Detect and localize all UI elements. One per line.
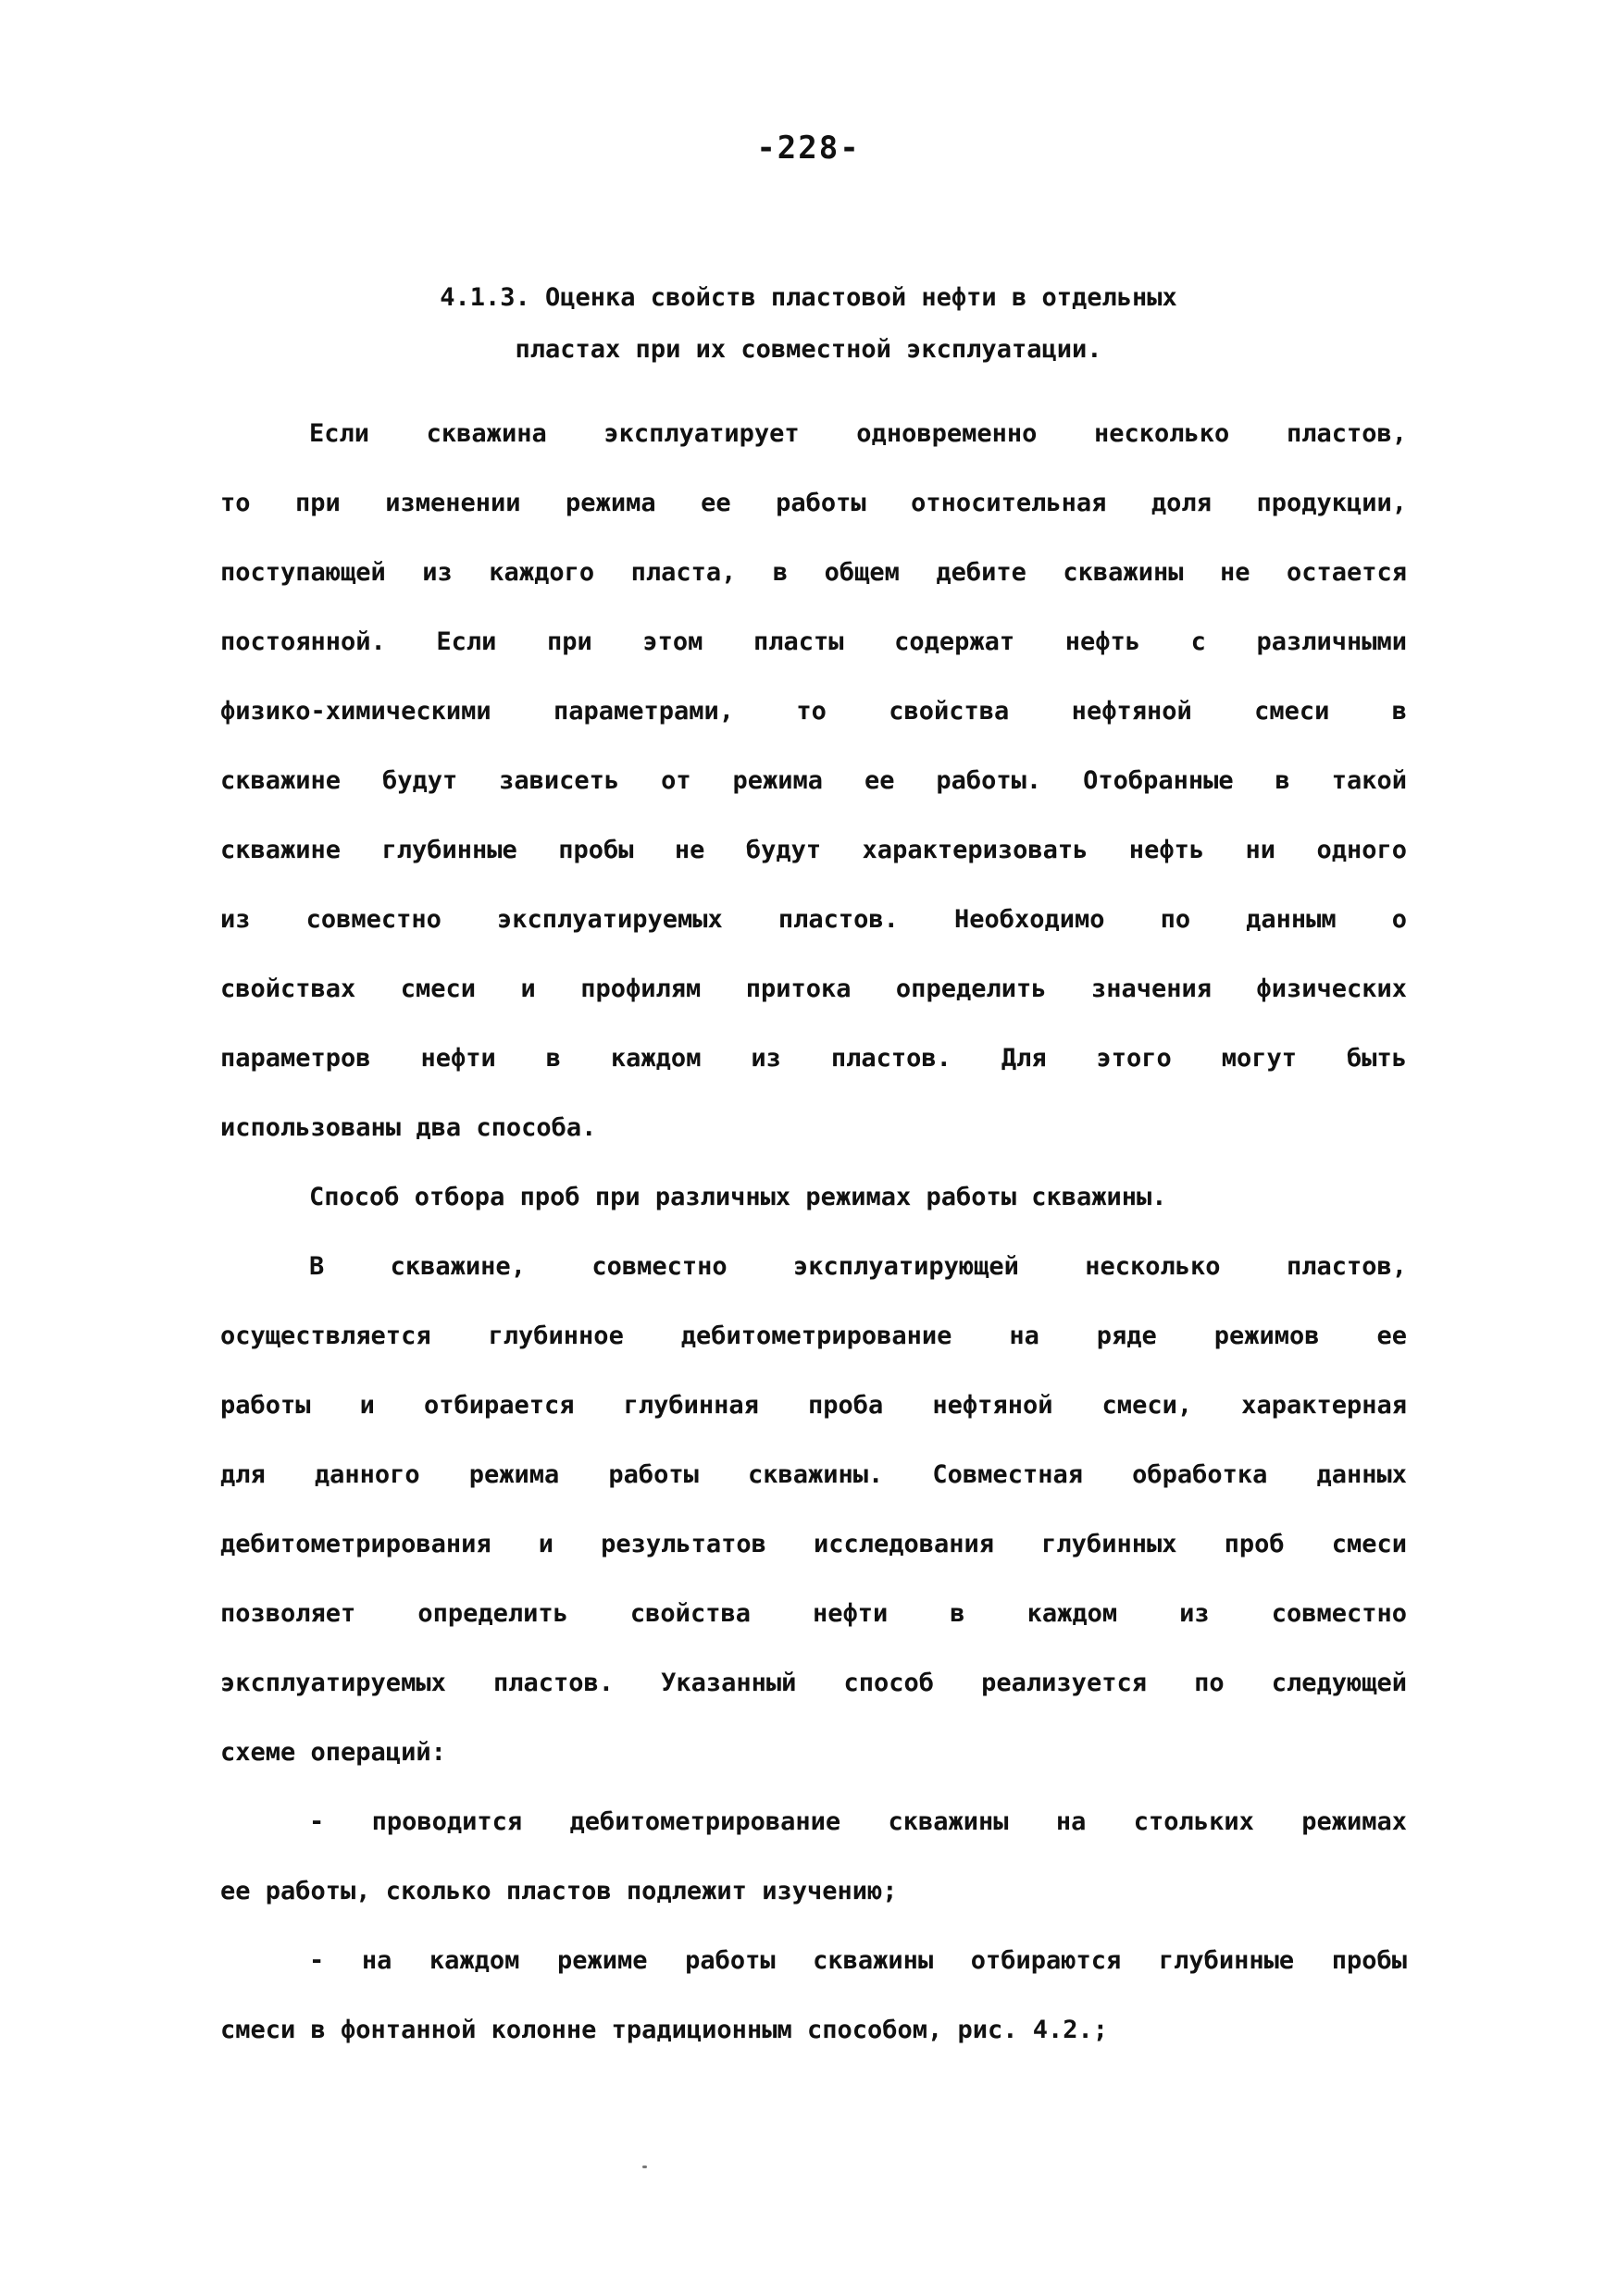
body-line: из совместно эксплуатируемых пластов. Необходимо по данным о (220, 905, 1407, 934)
body-line: свойствах смеси и профилям притока определить значения физических (220, 974, 1407, 1003)
list-item: - на каждом режиме работы скважины отбираются глубинные пробы (309, 1946, 1407, 1975)
body-line: параметров нефти в каждом из пластов. Для этого могут быть (220, 1044, 1407, 1073)
section-heading-line-2: пластах при их совместной эксплуатации. (515, 335, 1102, 364)
body-line: осуществляется глубинное дебитометрирование на ряде режимов ее (220, 1322, 1407, 1350)
body-line: использованы два способа. (220, 1113, 597, 1142)
body-line: позволяет определить свойства нефти в каждом из совместно (220, 1599, 1407, 1628)
body-line: схеме операций: (220, 1738, 446, 1767)
body-line: поступающей из каждого пласта, в общем дебите скважины не остается (220, 558, 1407, 587)
body-line: для данного режима работы скважины. Совместная обработка данных (220, 1460, 1407, 1489)
body-line: постоянной. Если при этом пласты содержат нефть с различными (220, 627, 1407, 656)
body-line: эксплуатируемых пластов. Указанный способ реализуется по следующей (220, 1669, 1407, 1697)
body-line: скважине будут зависеть от режима ее работы. Отобранные в такой (220, 766, 1407, 795)
section-heading-line-1: 4.1.3. Оценка свойств пластовой нефти в отдельных (440, 283, 1177, 312)
list-item-continuation: смеси в фонтанной колонне традиционным способом, рис. 4.2.; (220, 2016, 1109, 2044)
list-item-continuation: ее работы, сколько пластов подлежит изучению; (220, 1877, 898, 1905)
body-line: дебитометрирования и результатов исследования глубинных проб смеси (220, 1530, 1407, 1558)
scan-speck (642, 2166, 647, 2168)
body-line: работы и отбирается глубинная проба нефтяной смеси, характерная (220, 1391, 1407, 1420)
list-item: - проводится дебитометрирование скважины на стольких режимах (309, 1807, 1407, 1836)
body-line: скважине глубинные пробы не будут характеризовать нефть ни одного (220, 836, 1407, 864)
body-line: В скважине, совместно эксплуатирующей несколько пластов, (309, 1252, 1407, 1281)
body-line: то при изменении режима ее работы относительная доля продукции, (220, 489, 1407, 517)
body-line: физико-химическими параметрами, то свойства нефтяной смеси в (220, 697, 1407, 726)
page-number: -228- (756, 130, 861, 167)
body-line: Если скважина эксплуатирует одновременно несколько пластов, (309, 419, 1407, 448)
method-subheading: Способ отбора проб при различных режимах работы скважины. (309, 1183, 1167, 1211)
